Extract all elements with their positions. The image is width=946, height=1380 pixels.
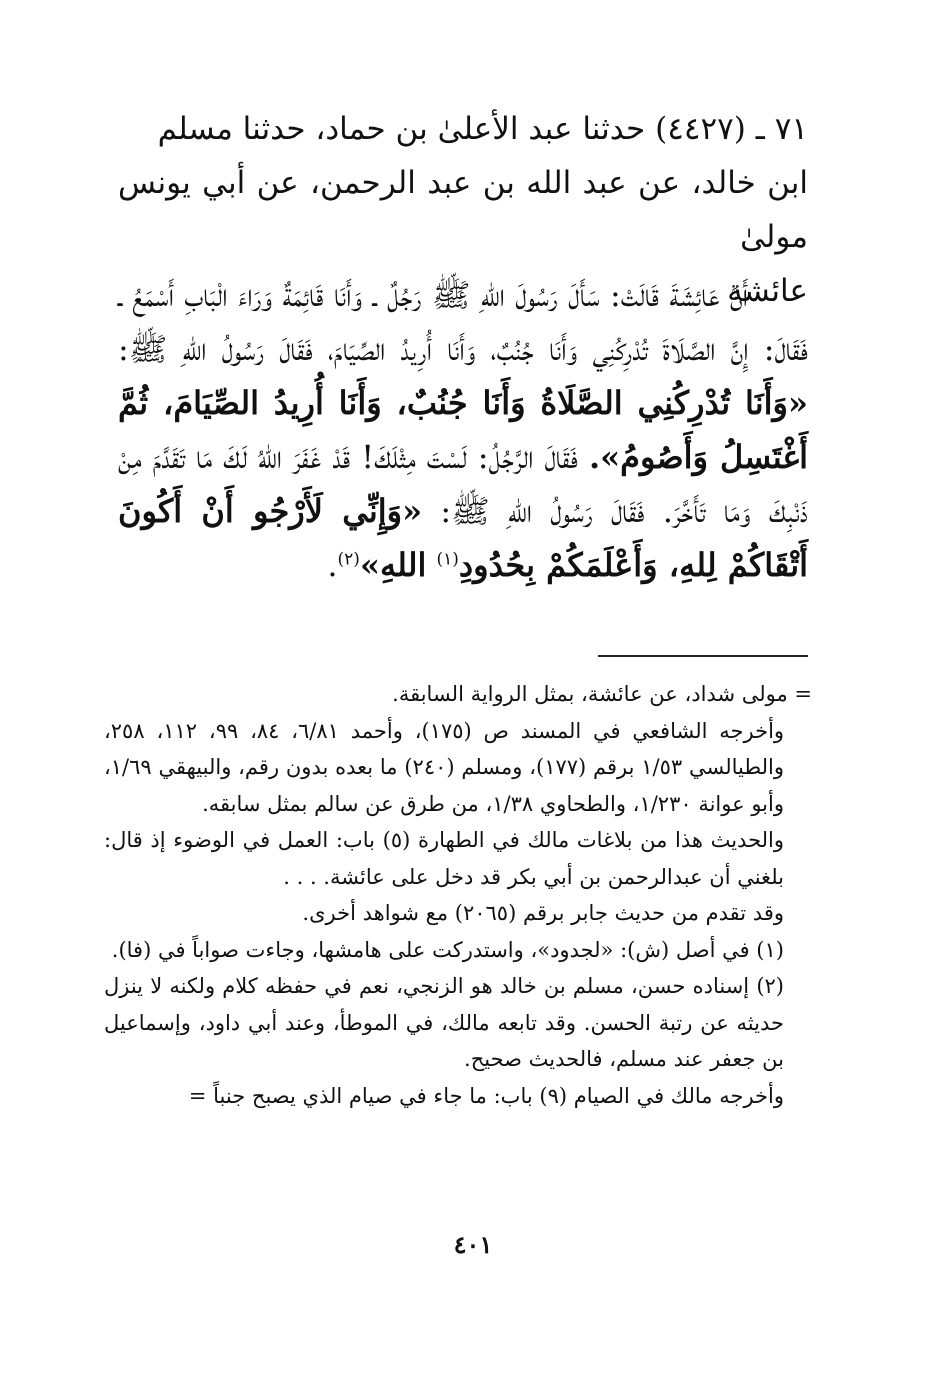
footnote-ref[interactable]: (١)	[436, 549, 459, 570]
prophet-saying: اللهِ»	[359, 546, 427, 584]
footnote-takhrij: وقد تقدم من حديث جابر برقم (٢٠٦٥) مع شواهد أخرى.	[302, 901, 784, 925]
footnote-continuation: = مولى شداد، عن عائشة، بمثل الرواية السابقة.	[392, 682, 812, 706]
footnote-takhrij: وأخرجه الشافعي في المسند ص (١٧٥)، وأحمد ٦/٨١، ٨٤، ٩٩، ١١٢، ٢٥٨، والطيالسي ١/٥٣ برقم (١٧٧)، ومسلم (٢٤٠) ما بعده بدون رقم، والبيهقي ١/٦٩، وأبو عوانة ١/٢٣٠، والطحاوي ١/٣٨، من طرق عن سالم بمثل سابقه.	[104, 718, 785, 816]
hadith-matn	[118, 268, 808, 592]
footnote-ref[interactable]: (٢)	[337, 549, 360, 570]
isnad-line: عائشة	[727, 273, 808, 309]
matn-paragraph	[118, 268, 808, 592]
footnote-2-takhrij: وأخرجه مالك في الصيام (٩) باب: ما جاء في صيام الذي يصبح جنباً =	[188, 1083, 784, 1108]
footnote-1: (١) في أصل (ش): «لجدود»، واستدركت على هامشها، وجاءت صواباً في (فا).	[111, 937, 784, 962]
matn-end: .	[327, 546, 338, 584]
prophet-saying: «وَإِنِّي لَأَرْجُو أَنْ أَكُونَ أَتْقَاكُمْ لِلهِ، وَأَعْلَمَكُمْ بِحُدُودِ	[118, 492, 808, 584]
matn-text: أَنَّ عَائِشَةَ قَالَتْ: سَأَلَ رَسُولَ اللهِ ﷺ رَجُلٌ ـ وَأَنَا قَائِمَةٌ وَرَاءَ الْبَابِ أَسْمَعُ ـ فَقَالَ: إِنَّ الصَّلَاةَ تُدْرِكُنِي وَأَنَا جُنُبٌ، وَأَنَا أُرِيدُ الصِّيَامَ، فَقَالَ رَسُولُ اللهِ ﷺ:	[118, 276, 808, 368]
footnote-2: (٢) إسناده حسن، مسلم بن خالد هو الزنجي، نعم في حفظه كلام ولكنه لا ينزل حديثه عن رتبة الحسن. وقد تابعه مالك، في الموطأ، وعند أبي داود، وإسماعيل بن جعفر عند مسلم، فالحديث صحيح.	[104, 974, 784, 1071]
footnote-divider	[598, 655, 808, 657]
isnad-line: ٧١ ـ (٤٤٢٧) حدثنا عبد الأعلىٰ بن حماد، حدثنا مسلم	[157, 111, 808, 147]
prophet-saying: «وَأَنَا تُدْرِكُنِي الصَّلَاةُ وَأَنَا جُنُبٌ، وَأَنَا أُرِيدُ الصِّيَامَ، ثُمَّ أَغْتَسِلُ وَأَصُومُ».	[118, 384, 809, 476]
footnote-takhrij: والحديث هذا من بلاغات مالك في الطهارة (٥) باب: العمل في الوضوء إذ قال: بلغني أن عبدالرحمن بن أبي بكر قد دخل على عائشة. . . .	[104, 828, 785, 889]
matn-text: فَقَالَ الرَّجُلُ: لَسْتَ مِثْلَكَ! قَدْ غَفَرَ اللهُ لَكَ مَا تَقَدَّمَ مِنْ ذَنْبِكَ وَمَا تَأَخَّرَ. فَقَالَ رَسُولُ اللهِ ﷺ:	[118, 438, 809, 530]
page-number: ٤٠١	[453, 1230, 493, 1259]
footnotes	[104, 676, 812, 1114]
isnad-line: ابن خالد، عن عبد الله بن عبد الرحمن، عن أبي يونس مولىٰ	[118, 165, 808, 255]
